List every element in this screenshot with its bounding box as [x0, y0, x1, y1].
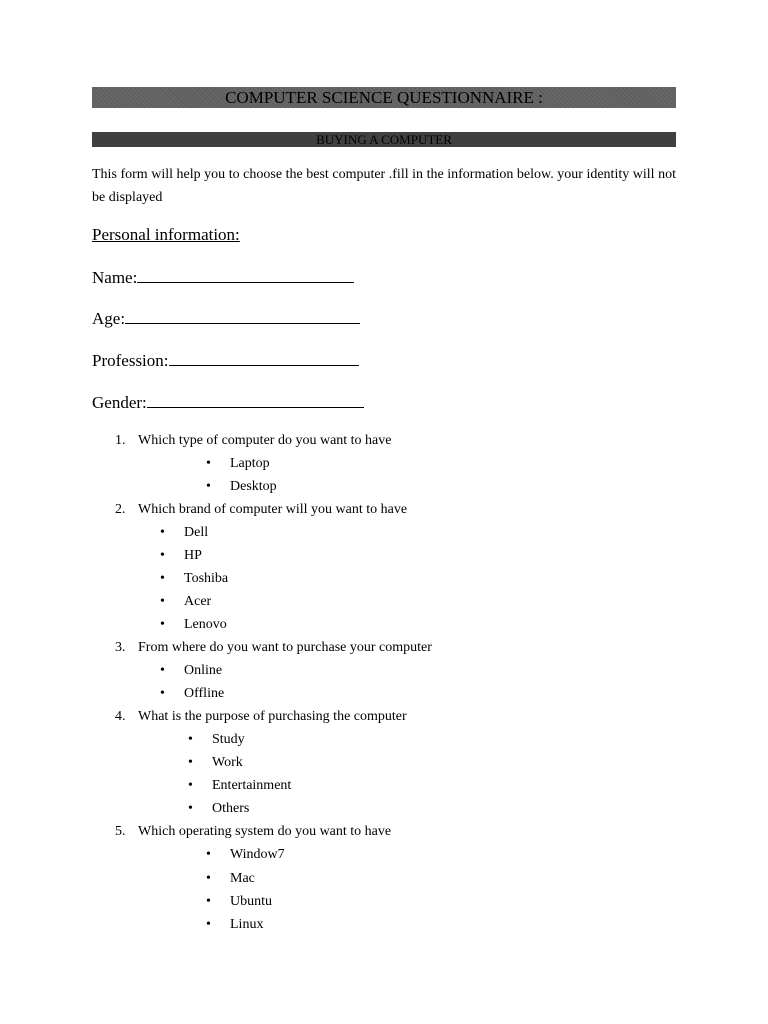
option-label: Others [212, 801, 250, 816]
gender-field[interactable] [92, 391, 364, 414]
option-label: Work [212, 755, 243, 770]
bullet-icon: • [160, 617, 165, 632]
bullet-icon: • [160, 663, 165, 678]
bullet-icon: • [188, 778, 193, 793]
question-number: 1. [115, 433, 126, 448]
question-number: 2. [115, 502, 126, 517]
bullet-icon: • [188, 755, 193, 770]
bullet-icon: • [206, 847, 211, 862]
questionnaire-title: COMPUTER SCIENCE QUESTIONNAIRE : [92, 87, 676, 108]
bullet-icon: • [160, 571, 165, 586]
bullet-icon: • [160, 548, 165, 563]
bullet-icon: • [206, 917, 211, 932]
question-number: 3. [115, 640, 126, 655]
bullet-icon: • [206, 894, 211, 909]
age-blank-line[interactable] [125, 307, 360, 324]
question-number: 4. [115, 709, 126, 724]
option-label: Dell [184, 525, 209, 540]
bullet-icon: • [160, 594, 165, 609]
question-text: Which operating system do you want to have [138, 824, 392, 839]
bullet-icon: • [160, 686, 165, 701]
bullet-icon: • [206, 871, 211, 886]
personal-info-heading: Personal information: [92, 225, 240, 244]
option-label: Study [212, 732, 245, 747]
question-number: 5. [115, 824, 126, 839]
gender-label: Gender: [92, 393, 147, 412]
profession-blank-line[interactable] [169, 349, 359, 366]
option-label: Lenovo [184, 617, 227, 632]
bullet-icon: • [206, 456, 211, 471]
intro-paragraph: This form will help you to choose the best computer .fill in the information below. your identity will not be displayed [92, 167, 676, 205]
option-label: Online [184, 663, 223, 678]
option-label: Laptop [230, 456, 270, 471]
name-field[interactable] [92, 266, 354, 289]
name-blank-line[interactable] [137, 266, 354, 283]
question-text: From where do you want to purchase your computer [138, 640, 432, 655]
option-label: Linux [230, 917, 264, 932]
option-label: Ubuntu [230, 894, 272, 909]
option-label: Toshiba [184, 571, 229, 586]
name-label: Name: [92, 268, 138, 287]
option-label: HP [184, 548, 202, 563]
profession-field[interactable] [92, 349, 359, 372]
question-text: What is the purpose of purchasing the computer [138, 709, 407, 724]
questionnaire-subtitle: BUYING A COMPUTER [92, 132, 676, 147]
age-field[interactable] [92, 307, 360, 330]
option-label: Entertainment [212, 778, 292, 793]
gender-blank-line[interactable] [147, 391, 364, 408]
age-label: Age: [92, 309, 126, 328]
question-text: Which brand of computer will you want to have [138, 502, 408, 517]
profession-label: Profession: [92, 351, 169, 370]
bullet-icon: • [188, 732, 193, 747]
option-label: Mac [230, 871, 255, 886]
question-text: Which type of computer do you want to have [138, 433, 392, 448]
option-label: Offline [184, 686, 225, 701]
option-label: Window7 [230, 847, 285, 862]
option-label: Desktop [230, 479, 277, 494]
bullet-icon: • [160, 525, 165, 540]
bullet-icon: • [206, 479, 211, 494]
option-label: Acer [184, 594, 212, 609]
bullet-icon: • [188, 801, 193, 816]
